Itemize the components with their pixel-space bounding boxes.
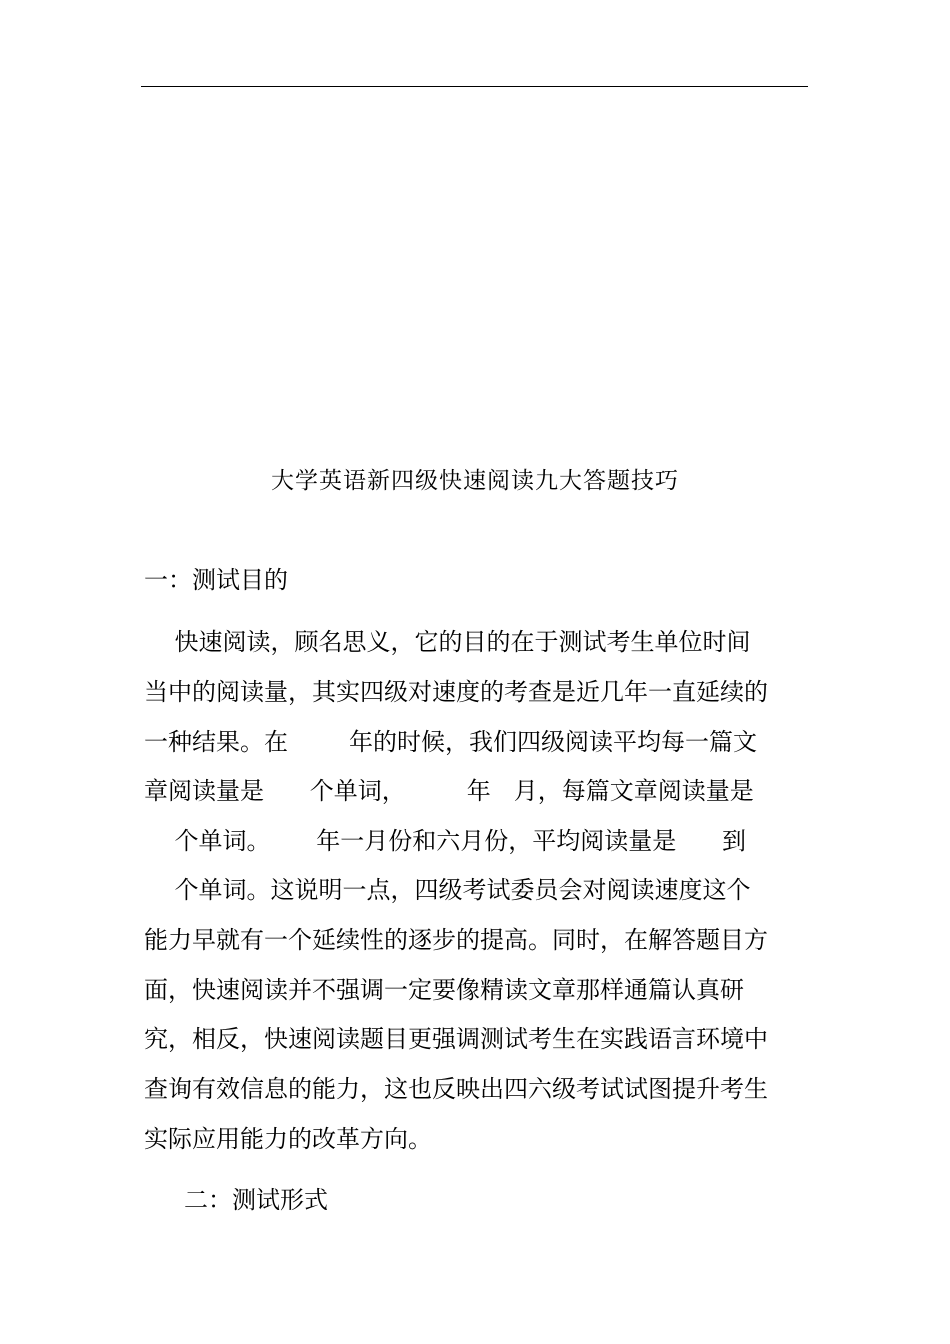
body-line: 究，相反，快速阅读题目更强调测试考生在实践语言环境中 xyxy=(144,1025,768,1053)
body-line: 面，快速阅读并不强调一定要像精读文章那样通篇认真研 xyxy=(144,976,744,1004)
body-line: 章阅读量是 个单词， 年 月，每篇文章阅读量是 xyxy=(144,777,754,805)
body-line: 一种结果。在 年的时候，我们四级阅读平均每一篇文 xyxy=(144,728,758,756)
section-heading-purpose: 一：测试目的 xyxy=(144,566,288,594)
body-line: 快速阅读，顾名思义，它的目的在于测试考生单位时间 xyxy=(144,628,751,656)
section-heading-format: 二：测试形式 xyxy=(184,1186,328,1214)
body-line: 能力早就有一个延续性的逐步的提高。同时，在解答题目方 xyxy=(144,926,768,954)
body-line: 当中的阅读量，其实四级对速度的考查是近几年一直延续的 xyxy=(144,678,768,706)
header-rule xyxy=(141,86,808,87)
body-line: 查询有效信息的能力，这也反映出四六级考试试图提升考生 xyxy=(144,1075,768,1103)
body-line: 实际应用能力的改革方向。 xyxy=(144,1125,432,1153)
document-title: 大学英语新四级快速阅读九大答题技巧 xyxy=(271,468,679,494)
body-line: 个单词。这说明一点，四级考试委员会对阅读速度这个 xyxy=(144,876,751,904)
body-line: 个单词。 年一月份和六月份，平均阅读量是 到 xyxy=(144,827,747,855)
